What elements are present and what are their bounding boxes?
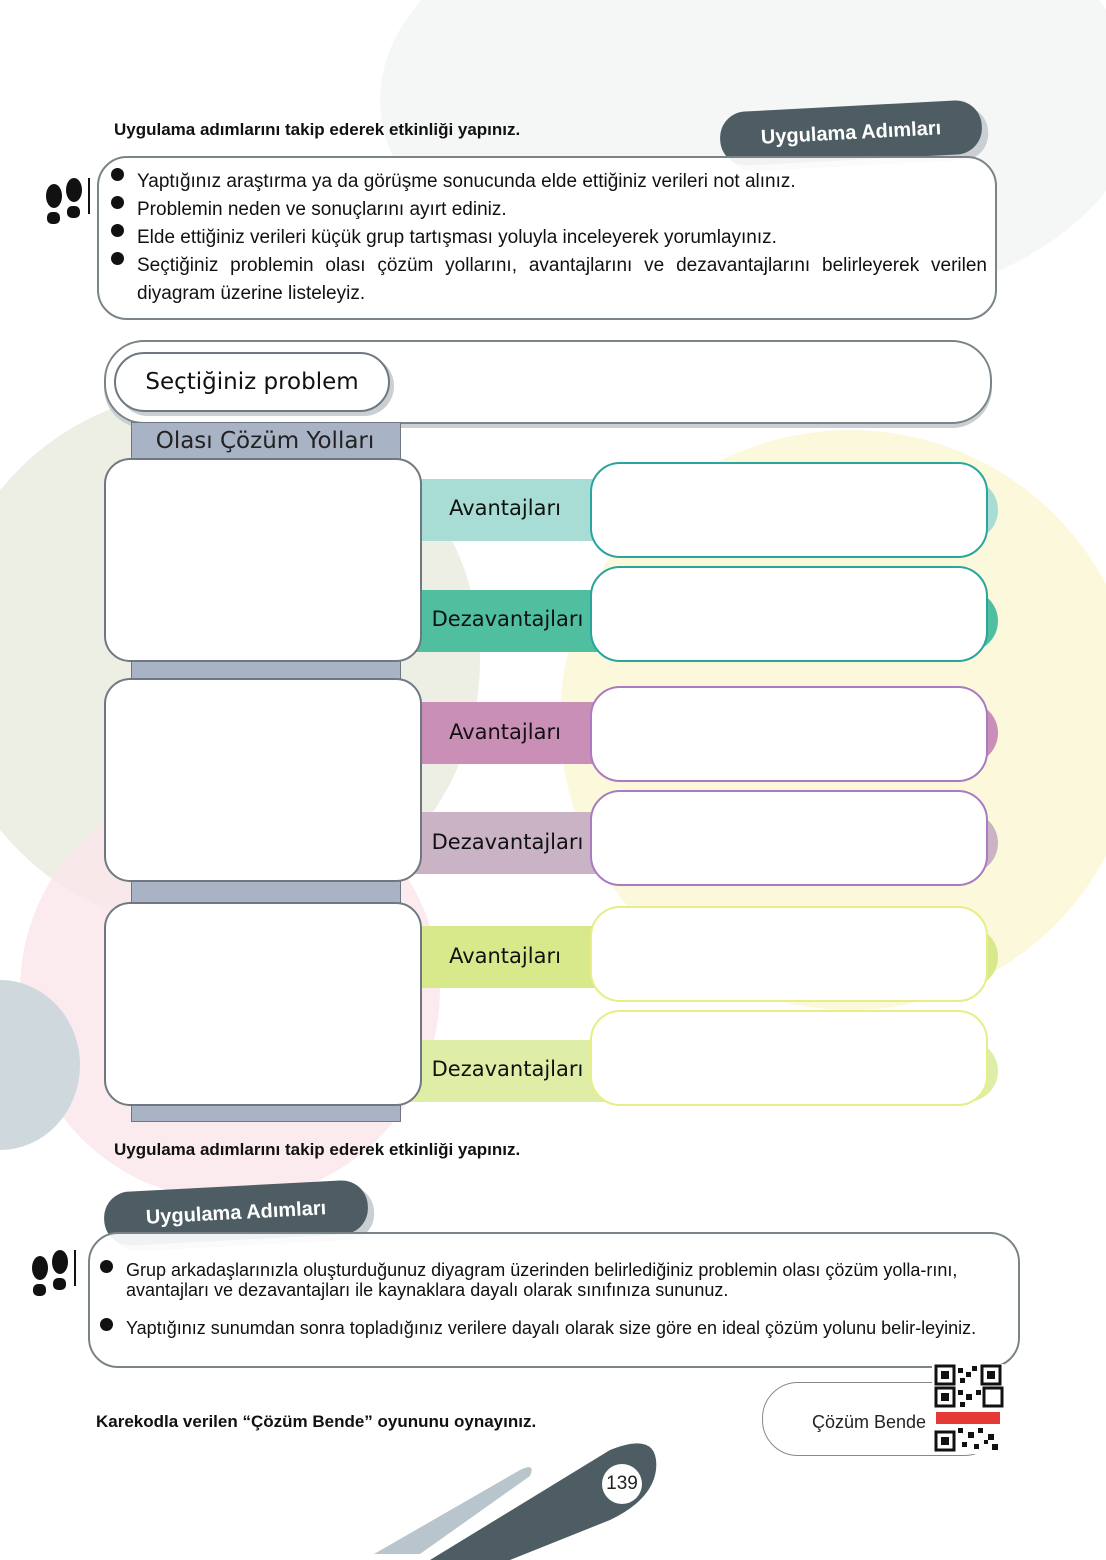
top-step-1: Yaptığınız araştırma ya da görüşme sonucunda elde ettiğiniz verileri not alınız. [111,168,987,196]
top-step-4: Seçtiğiniz problemin olası çözüm yollarını, avantajlarını ve dezavantajlarını belirleyerek verilen diyagram üzerine listeleyiz. [111,252,987,308]
page-number-badge [602,1464,642,1504]
qr-instruction: Karekodla verilen “Çözüm Bende” oyununu oynayınız. [96,1412,537,1431]
qr-label: Çözüm Bende [812,1412,927,1432]
row2-adv-label: Avantajları [449,720,561,744]
row1-dis-box[interactable] [590,566,988,662]
row2-solution-card[interactable] [104,678,422,882]
row2-adv-box[interactable] [590,686,988,782]
top-steps-tab-label: Uygulama Adımları [760,116,942,149]
row1-adv-box[interactable] [590,462,988,558]
page-number: 139 [606,1473,638,1494]
top-steps-list [111,168,987,308]
footprints-icon [26,1248,78,1305]
problem-label-pill [114,352,390,412]
footprints-icon [40,176,92,233]
top-step-3: Elde ettiğiniz verileri küçük grup tartışması yoluyla inceleyerek yorumlayınız. [111,224,987,252]
top-steps-box [97,156,997,320]
top-instruction: Uygulama adımlarını takip ederek etkinliği yapınız. [114,120,521,139]
row3-solution-card[interactable] [104,902,422,1106]
row1-solution-card[interactable] [104,458,422,662]
solutions-label: Olası Çözüm Yolları [155,428,375,454]
bottom-steps-tab-label: Uygulama Adımları [145,1196,327,1229]
bottom-steps-list [100,1260,1010,1338]
row3-dis-label: Dezavantajları [431,1057,584,1081]
row3-adv-box[interactable] [590,906,988,1002]
problem-label: Seçtiğiniz problem [145,369,359,395]
row3-dis-box[interactable] [590,1010,988,1106]
row1-dis-label: Dezavantajları [431,607,584,631]
row1-adv-label: Avantajları [449,496,561,520]
row3-adv-label: Avantajları [449,944,561,968]
row2-dis-box[interactable] [590,790,988,886]
row2-dis-label: Dezavantajları [431,830,584,854]
bottom-step-1: Grup arkadaşlarınızla oluşturduğunuz diyagram üzerinden belirlediğiniz problemin olası çözüm yolla-rını, avantajları ve dezavantajları ile kaynaklara dayalı olarak sınıfınıza sununuz. [100,1260,1010,1300]
bottom-steps-box [88,1232,1020,1368]
top-step-2: Problemin neden ve sonuçlarını ayırt ediniz. [111,196,987,224]
bottom-instruction: Uygulama adımlarını takip ederek etkinliği yapınız. [114,1140,521,1159]
qr-code-icon[interactable] [932,1364,1004,1459]
bottom-step-2: Yaptığınız sunumdan sonra topladığınız verilere dayalı olarak size göre en ideal çözüm yolunu belir-leyiniz. [100,1318,1010,1338]
